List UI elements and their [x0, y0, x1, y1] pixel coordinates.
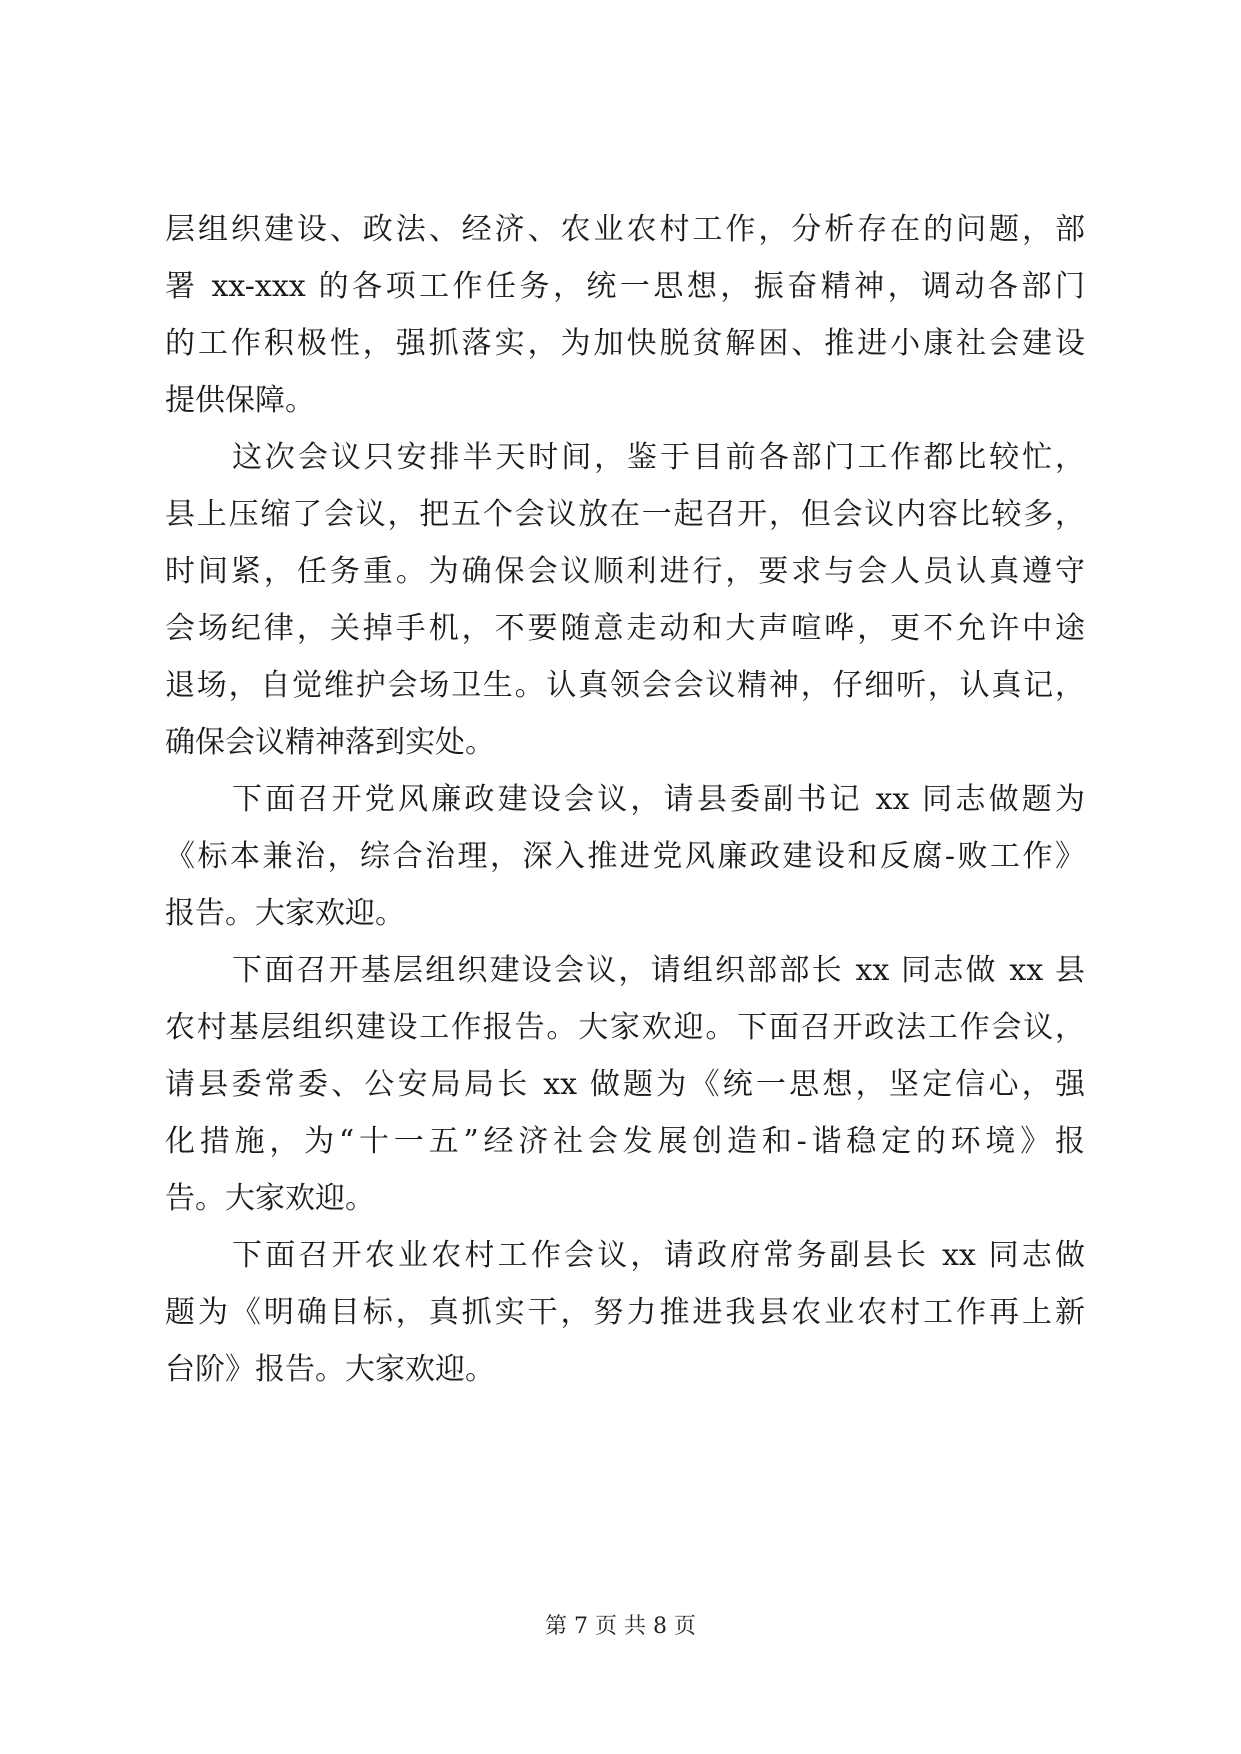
text-line: 报告。大家欢迎。 [165, 896, 405, 931]
text-line: 县上压缩了会议，把五个会议放在一起召开，但会议内容比较多， [165, 497, 1085, 532]
text-line: 题为《明确目标，真抓实干，努力推进我县农业农村工作再上新 [165, 1295, 1085, 1330]
text-line: 层组织建设、政法、经济、农业农村工作，分析存在的问题，部 [165, 212, 1085, 247]
paragraph-first-line: 下面召开党风廉政建设会议，请县委副书记 xx 同志做题为 [232, 782, 1085, 817]
text-line: 告。大家欢迎。 [165, 1181, 375, 1216]
paragraph-first-line: 这次会议只安排半天时间，鉴于目前各部门工作都比较忙， [232, 440, 1085, 475]
text-line: 署 xx-xxx 的各项工作任务，统一思想，振奋精神，调动各部门 [165, 269, 1085, 304]
text-line: 的工作积极性，强抓落实，为加快脱贫解困、推进小康社会建设 [165, 326, 1085, 361]
text-line: 《标本兼治，综合治理，深入推进党风廉政建设和反腐-败工作》 [165, 839, 1085, 874]
text-line: 提供保障。 [165, 383, 315, 418]
paragraph-first-line: 下面召开农业农村工作会议，请政府常务副县长 xx 同志做 [232, 1238, 1085, 1273]
page-number-footer: 第 7 页 共 8 页 [545, 1614, 696, 1639]
text-line: 请县委常委、公安局局长 xx 做题为《统一思想，坚定信心，强 [165, 1067, 1085, 1102]
text-line: 时间紧，任务重。为确保会议顺利进行，要求与会人员认真遵守 [165, 554, 1085, 589]
text-line: 台阶》报告。大家欢迎。 [165, 1352, 495, 1387]
text-line: 农村基层组织建设工作报告。大家欢迎。下面召开政法工作会议， [165, 1010, 1085, 1045]
text-line: 会场纪律，关掉手机，不要随意走动和大声喧哗，更不允许中途 [165, 611, 1085, 646]
text-line: 确保会议精神落到实处。 [165, 725, 495, 760]
text-line: 化措施，为“十一五”经济社会发展创造和-谐稳定的环境》报 [165, 1124, 1085, 1159]
paragraph-first-line: 下面召开基层组织建设会议，请组织部部长 xx 同志做 xx 县 [232, 953, 1085, 988]
text-line: 退场，自觉维护会场卫生。认真领会会议精神，仔细听，认真记， [165, 668, 1085, 703]
